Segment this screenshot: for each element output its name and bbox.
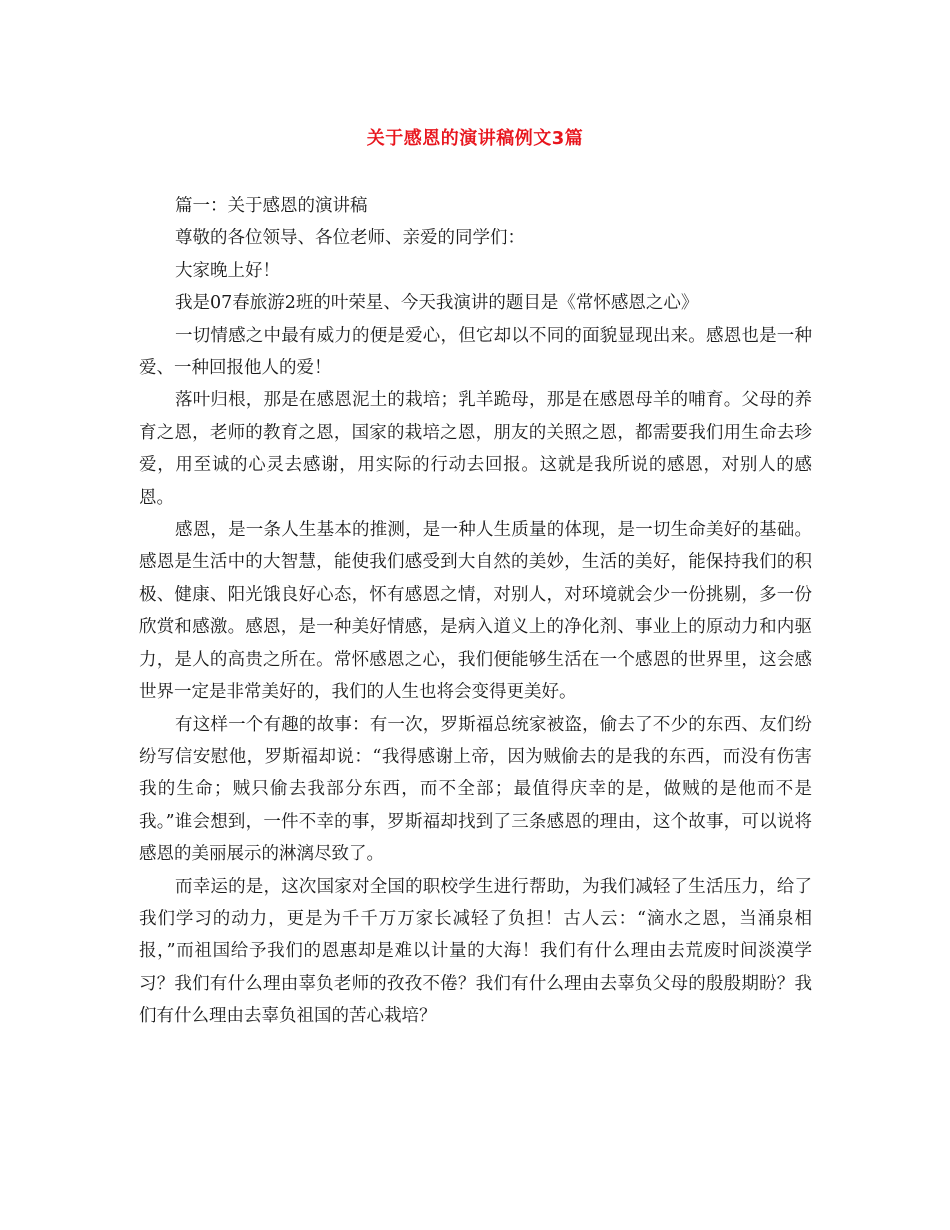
document-title: 关于感恩的演讲稿例文3篇 — [366, 128, 584, 149]
document-body — [139, 190, 812, 1033]
section-heading: 篇一：关于感恩的演讲稿 — [175, 196, 368, 216]
salutation: 尊敬的各位领导、各位老师、亲爱的同学们： — [175, 228, 525, 249]
paragraph: 感恩，是一条人生基本的推测，是一种人生质量的体现，是一切生命美好的基础。感恩是生活中的大智慧，能使我们感受到大自然的美妙，生活的美好，能保持我们的积极、健康、阳光饿良好心态，怀有感恩之情，对别人，对环境就会少一份挑剔，多一份欣赏和感激。感恩，是一种美好情感，是病入道义上的净化剂、事业上的原动力和内驱力，是人的高贵之所在。常怀感恩之心，我们便能够生活在一个感恩的世界里，这会感世界一定是非常美好的，我们的人生也将会变得更美好。 — [139, 520, 812, 703]
speaker-intro: 我是07春旅游2班的叶荣星、今天我演讲的题目是《常怀感恩之心》 — [175, 293, 699, 314]
paragraph: 一切情感之中最有威力的便是爱心，但它却以不同的面貌显现出来。感恩也是一种爱、一种回报他人的爱！ — [139, 325, 812, 379]
paragraph: 有这样一个有趣的故事：有一次，罗斯福总统家被盗，偷去了不少的东西、友们纷纷写信安慰他，罗斯福却说：“我得感谢上帝，因为贼偷去的是我的东西，而没有伤害我的生命；贼只偷去我部分东西，而不全部；最值得庆幸的是，做贼的是他而不是我。”谁会想到，一件不幸的事，罗斯福却找到了三条感恩的理由，这个故事，可以说将感恩的美丽展示的淋漓尽致了。 — [139, 714, 812, 865]
greeting: 大家晚上好！ — [175, 260, 280, 281]
paragraph: 落叶归根，那是在感恩泥土的栽培；乳羊跪母，那是在感恩母羊的哺育。父母的养育之恩，老师的教育之恩，国家的栽培之恩，朋友的关照之恩，都需要我们用生命去珍爱，用至诚的心灵去感谢，用实际的行动去回报。这就是我所说的感恩，对别人的感恩。 — [139, 390, 812, 508]
paragraph: 而幸运的是，这次国家对全国的职校学生进行帮助，为我们减轻了生活压力，给了我们学习的动力，更是为千千万万家长减轻了负担！古人云：“滴水之恩，当涌泉相报，”而祖国给予我们的恩惠却是难以计量的大海！我们有什么理由去荒废时间淡漠学习？我们有什么理由辜负老师的孜孜不倦？我们有什么理由去辜负父母的殷殷期盼？我们有什么理由去辜负祖国的苦心栽培？ — [139, 876, 812, 1027]
